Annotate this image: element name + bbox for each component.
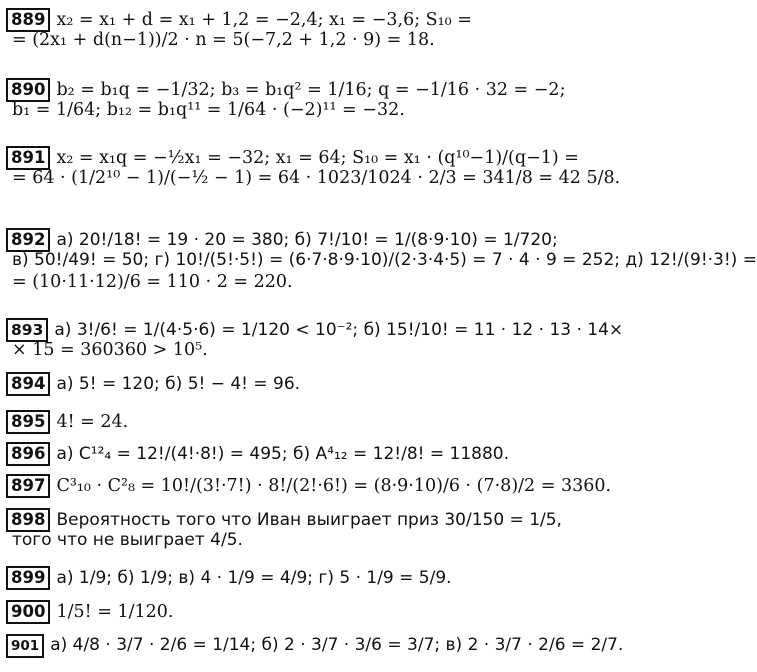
problem-893-line-1 — [6, 318, 623, 342]
problem-number-badge: 901 — [6, 634, 44, 658]
problem-number-badge: 897 — [6, 474, 50, 498]
solution-text: а) 20!/18! = 19 · 20 = 380; б) 7!/10! = 1/(8·9·10) = 1/720; — [56, 230, 558, 250]
problem-number-badge: 893 — [6, 318, 48, 342]
problem-892-line-1 — [6, 228, 623, 252]
solution-text: в) 50!/49! = 50; г) 10!/(5!·5!) = (6·7·8·9·10)/(2·3·4·5) = 7 · 4 · 9 = 252; д) 12!/(9!·3!) = — [12, 250, 757, 270]
problem-number-badge: 891 — [6, 146, 50, 170]
problem-number-badge: 894 — [6, 372, 50, 396]
solution-text: Вероятность того что Иван выиграет приз 30/150 = 1/5, — [56, 510, 562, 530]
problem-number-badge: 900 — [6, 600, 50, 624]
problem-893-line-2 — [6, 340, 623, 360]
problem-number-badge: 889 — [6, 8, 50, 32]
problem-889-line-2 — [6, 30, 623, 50]
problem-number-badge: 899 — [6, 566, 50, 590]
solution-text: = (2x₁ + d(n−1))/2 · n = 5(−7,2 + 1,2 · 9) = 18. — [12, 30, 435, 50]
problem-890-line-1 — [6, 78, 623, 102]
solution-text: а) 5! = 120; б) 5! − 4! = 96. — [56, 374, 301, 394]
problem-892-line-3 — [6, 272, 623, 292]
problem-898-line-2 — [6, 530, 623, 550]
solution-text: = 64 · (1/2¹⁰ − 1)/(−½ − 1) = 64 · 1023/1024 · 2/3 = 341/8 = 42 5/8. — [12, 168, 621, 188]
solution-text: × 15 = 360360 > 10⁵. — [12, 340, 208, 360]
problem-891-line-2 — [6, 168, 623, 188]
problem-892-line-2 — [6, 250, 757, 273]
solution-text: x₂ = x₁q = −½x₁ = −32; x₁ = 64; S₁₀ = x₁ · (q¹⁰−1)/(q−1) = — [56, 148, 579, 168]
solution-text: а) C¹²₄ = 12!/(4!·8!) = 495; б) A⁴₁₂ = 12!/8! = 11880. — [56, 444, 509, 464]
problem-901-line-1 — [6, 634, 623, 658]
problem-890-line-2 — [6, 100, 623, 120]
problem-number-badge: 890 — [6, 78, 50, 102]
solution-text: = (10·11·12)/6 = 110 · 2 = 220. — [12, 272, 293, 292]
problem-number-badge: 892 — [6, 228, 50, 252]
problem-900-line-1 — [6, 600, 623, 624]
solution-text: а) 1/9; б) 1/9; в) 4 · 1/9 = 4/9; г) 5 · 1/9 = 5/9. — [56, 568, 452, 588]
problem-895-line-1 — [6, 410, 623, 434]
solution-text: а) 4/8 · 3/7 · 2/6 = 1/14; б) 2 · 3/7 · 3/6 = 3/7; в) 2 · 3/7 · 2/6 = 2/7. — [50, 635, 624, 655]
solution-text: b₁ = 1/64; b₁₂ = b₁q¹¹ = 1/64 · (−2)¹¹ = −32. — [12, 100, 405, 120]
solution-text: C³₁₀ · C²₈ = 10!/(3!·7!) · 8!/(2!·6!) = (8·9·10)/6 · (7·8)/2 = 3360. — [56, 476, 612, 496]
problem-897-line-1 — [6, 474, 623, 498]
problem-896-line-1 — [6, 442, 623, 466]
problem-889-line-1 — [6, 8, 623, 32]
problem-899-line-1 — [6, 566, 623, 590]
problem-891-line-1 — [6, 146, 623, 170]
problem-number-badge: 895 — [6, 410, 50, 434]
problem-898-line-1 — [6, 508, 623, 532]
solution-text: того что не выиграет 4/5. — [12, 530, 243, 550]
solution-text: b₂ = b₁q = −1/32; b₃ = b₁q² = 1/16; q = −1/16 · 32 = −2; — [56, 80, 566, 100]
problem-number-badge: 898 — [6, 508, 50, 532]
solution-text: а) 3!/6! = 1/(4·5·6) = 1/120 < 10⁻²; б) 15!/10! = 11 · 12 · 13 · 14× — [54, 320, 624, 340]
solution-text: x₂ = x₁ + d = x₁ + 1,2 = −2,4; x₁ = −3,6; S₁₀ = — [56, 10, 472, 30]
problem-894-line-1 — [6, 372, 623, 396]
solution-text: 1/5! = 1/120. — [56, 602, 174, 622]
problem-number-badge: 896 — [6, 442, 50, 466]
solution-text: 4! = 24. — [56, 412, 129, 432]
